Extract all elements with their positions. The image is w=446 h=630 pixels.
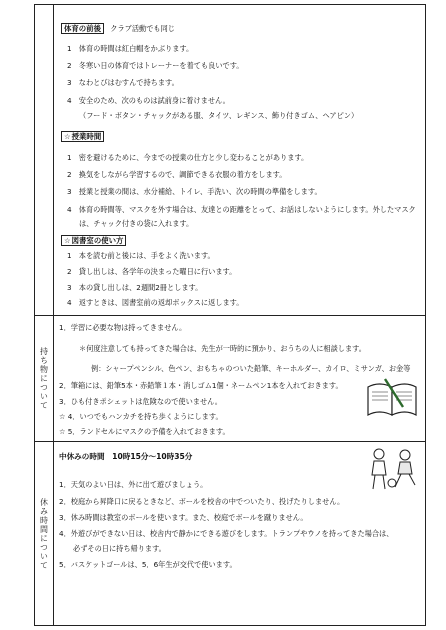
break-item: 3．休み時間は教室のボールを使います。また、校庭でボールを蹴りません。 [59,513,308,522]
break-item: 2．校庭から昇降口に戻るときなど、ボールを校舎の中でついたり、投げたりしません。 [59,497,345,506]
break-item: 4．外遊びができない日は、校舎内で静かにできる遊びをします。トランプやウノを持ってきた場合は、 [59,529,394,538]
belongings-item: ☆ 4．いつでもハンカチを持ち歩くようにします。 [59,412,223,421]
class-heading: 授業時間 [71,132,102,141]
library-item: 1 本を読む前と後には、手をよく洗います。 [67,251,215,260]
library-item: 2 貸し出しは、各学年の決まった曜日に行います。 [67,267,237,276]
pe-note: （フード・ボタン・チャックがある服、タイツ、レギンス、飾り付きゴム、ヘアピン） [79,111,359,120]
class-item: 3 授業と授業の間は、水分補給、トイレ、手洗い、次の時間の準備をします。 [67,187,322,196]
pe-item: 1 体育の時間は紅白帽をかぶります。 [67,44,194,53]
class-item-continuation: は、チャック付きの袋に入れます。 [79,219,194,228]
class-item: 4 体育の時間等、マスクを外す場合は、友達との距離をとって、お話はしないようにします。外したマスク [67,205,416,214]
class-item: 1 密を避けるために、今までの授業の仕方と少し変わることがあります。 [67,153,309,162]
pe-item: 4 安全のため、次のものは試前身に着けません。 [67,96,230,105]
belongings-item: 3．ひも付きポシェットは危険なので使いません。 [59,397,222,406]
open-book-icon [365,377,419,421]
pe-item: 2 冬寒い日の体育ではトレーナーを着ても良いです。 [67,61,244,70]
pe-heading: 体育の前後 [61,23,104,34]
break-side-label-box [35,441,53,627]
library-heading-box [61,235,126,246]
break-item: 5．バスケットゴールは、5．6年生が交代で使います。 [59,560,237,569]
break-item: 1．天気のよい日は、外に出て遊びましょう。 [59,480,208,489]
belongings-item: 例：シャープペンシル、色ペン、おもちゃのついた鉛筆、キーホルダー、カイロ、ミサンガ、お金等 [91,364,411,373]
pe-item: 3 なわとびはむすんで持ちます。 [67,78,179,87]
library-item: 4 返すときは、図書室前の返却ボックスに返します。 [67,298,244,307]
rules-section [61,5,419,315]
page-frame [34,4,426,626]
class-item: 2 換気をしながら学習するので、調節できる衣服の着方をします。 [67,170,287,179]
belongings-side-label-box [35,315,53,441]
library-heading: 図書室の使い方 [71,236,124,245]
break-item-continuation: 必ずその日に持ち帰ります。 [73,544,166,553]
children-playing-icon [365,445,421,495]
pe-heading-note: クラブ活動でも同じ [110,24,175,33]
library-item: 3 本の貸し出しは、2週間2冊とします。 [67,283,203,292]
star-icon: ☆ [64,236,71,245]
star-icon: ☆ [64,132,71,141]
belongings-side-label: 持ち物について [39,346,49,410]
class-heading-box [61,131,104,142]
belongings-item: ＊何度注意しても持ってきた場合は、先生が一時的に預かり、おうちの人に相談します。 [79,344,366,353]
belongings-item: 2．筆箱には、鉛筆5本・赤鉛筆１本・消しゴム1個・ネームペン1本を入れておきます。 [59,381,343,390]
belongings-item: 1．学習に必要な物は持ってきません。 [59,323,187,332]
break-heading: 中休みの時間 10時15分～10時35分 [59,452,193,461]
belongings-item: ☆ 5．ランドセルにマスクの予備を入れておきます。 [59,427,230,436]
break-side-label: 休み時間について [39,498,49,570]
